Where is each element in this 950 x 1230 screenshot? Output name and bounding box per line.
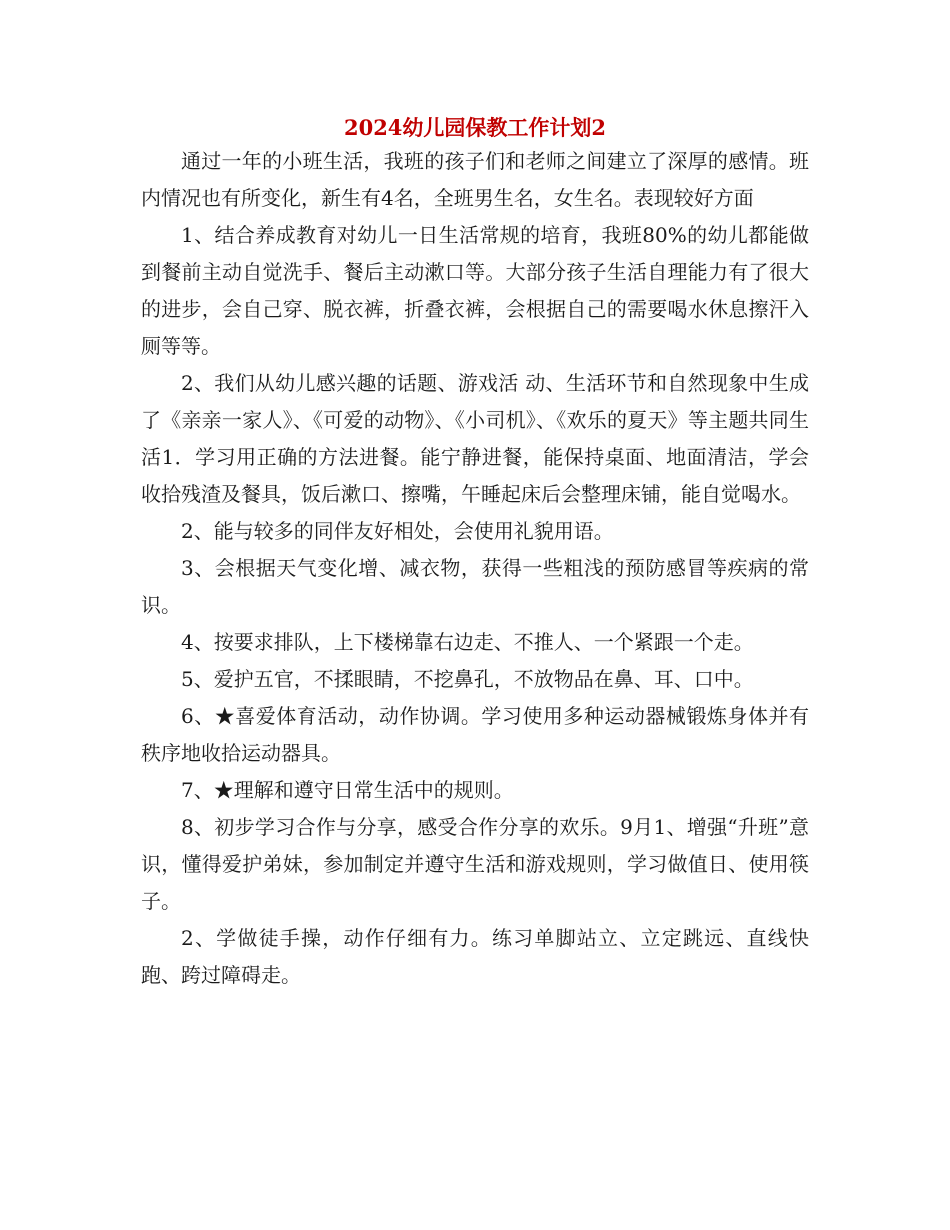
document-title: 2024幼儿园保教工作计划2	[343, 115, 607, 140]
document-body	[141, 143, 809, 994]
paragraph-item-2-themes: 2、我们从幼儿感兴趣的话题、游戏活 动、生活环节和自然现象中生成了《亲亲一家人》、《可爱的动物》、《小司机》、《欢乐的夏天》等主题共同生活1．学习用正确的方法进餐。能宁静进餐，能保持桌面、地面清洁，学会收拾残渣及餐具，饭后漱口、擦嘴，午睡起床后会整理床铺，能自觉喝水。	[141, 371, 809, 506]
paragraph-item-1-routine: 1、结合养成教育对幼儿一日生活常规的培育，我班80%的幼儿都能做到餐前主动自觉洗手、餐后主动漱口等。大部分孩子生活自理能力有了很大的进步，会自己穿、脱衣裤，折叠衣裤，会根据自己的需要喝水休息擦汗入厕等等。	[141, 223, 809, 358]
paragraph-intro: 通过一年的小班生活，我班的孩子们和老师之间建立了深厚的感情。班内情况也有所变化，新生有4名，全班男生名，女生名。表现较好方面	[141, 149, 809, 210]
paragraph-item-8-sharing: 8、初步学习合作与分享，感受合作分享的欢乐。9月1、增强“升班”意识，懂得爱护弟妹，参加制定并遵守生活和游戏规则，学习做值日、使用筷子。	[141, 815, 809, 913]
paragraph-item-3-weather: 3、会根据天气变化增、减衣物，获得一些粗浅的预防感冒等疾病的常识。	[141, 556, 809, 617]
paragraph-item-4-queue: 4、按要求排队，上下楼梯靠右边走、不推人、一个紧跟一个走。	[181, 630, 754, 654]
paragraph-item-7-rules: 7、★理解和遵守日常生活中的规则。	[181, 778, 514, 802]
paragraph-item-6-sports: 6、★喜爱体育活动，动作协调。学习使用多种运动器械锻炼身体并有秩序地收拾运动器具。	[141, 704, 809, 765]
paragraph-item-2-exercise: 2、学做徒手操，动作仔细有力。练习单脚站立、立定跳远、直线快跑、跨过障碍走。	[141, 926, 809, 987]
paragraph-item-5-senses: 5、爱护五官，不揉眼睛，不挖鼻孔，不放物品在鼻、耳、口中。	[181, 667, 754, 691]
paragraph-item-2-friends: 2、能与较多的同伴友好相处，会使用礼貌用语。	[181, 519, 614, 543]
